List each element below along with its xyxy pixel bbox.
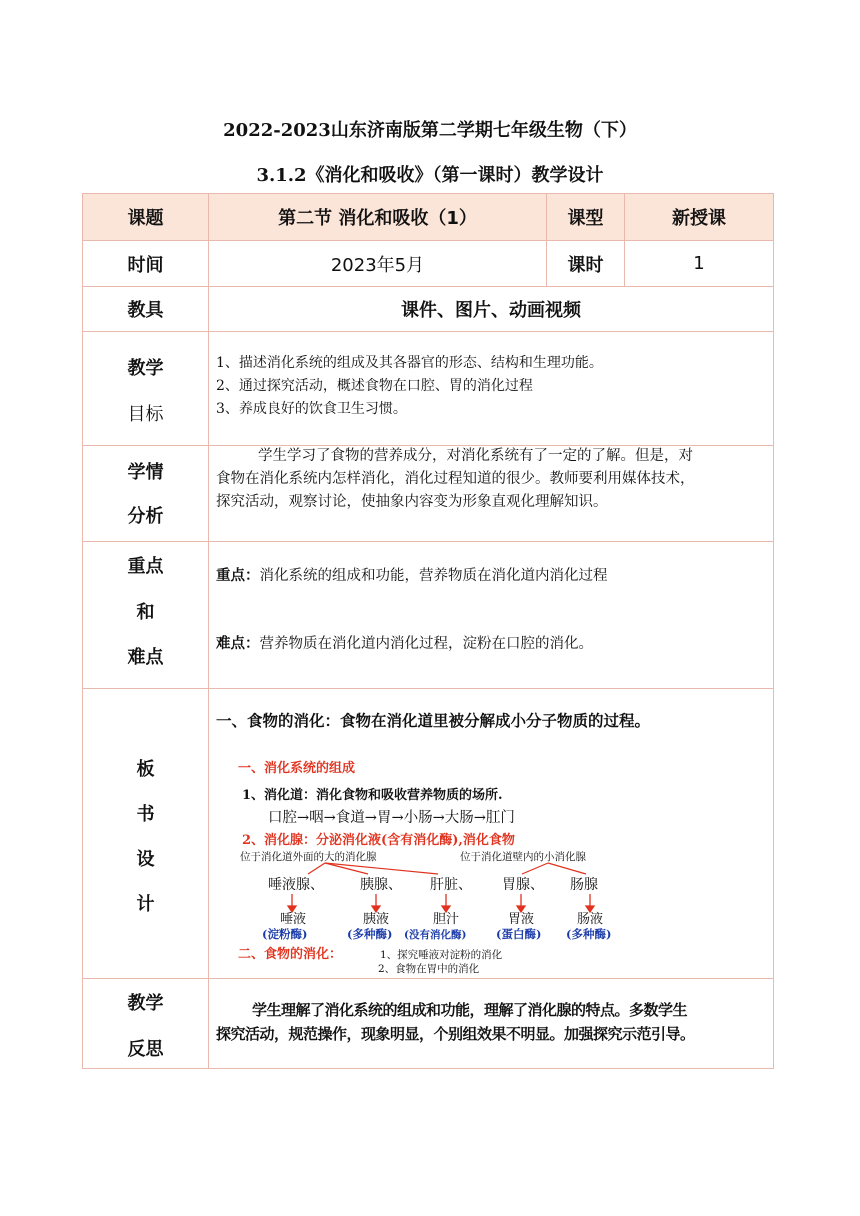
digestion-diagram (230, 752, 640, 974)
keypoints-label-top: 重点 (127, 556, 164, 577)
keypoints-label-mid: 和 (136, 602, 155, 623)
reflection-line: 学生理解了消化系统的组成和功能，理解了消化腺的特点。多数学生 (252, 1001, 688, 1019)
reflection-label (83, 979, 208, 1069)
difficult-point-label: 难点： (216, 635, 260, 652)
topic-value: 第二节 消化和吸收（1） (278, 208, 477, 229)
goals-list (216, 352, 603, 421)
gland-label: 胰腺、 (360, 877, 402, 893)
document-title-line1: 2022-2023山东济南版第二学期七年级生物（下） (223, 120, 637, 141)
gland-label: 肠腺 (570, 877, 598, 893)
period-value: 1 (693, 253, 705, 274)
board-label-char: 计 (136, 894, 155, 915)
gland-label: 胃腺、 (502, 877, 544, 893)
diagram-arrows (288, 894, 594, 912)
goal-item: 1、描述消化系统的组成及其各器官的形态、结构和生理功能。 (216, 355, 603, 371)
difficult-point (216, 632, 593, 656)
diagram-gland-title: 2、消化腺：分泌消化液(含有消化酶),消化食物 (242, 833, 515, 848)
analysis-line: 学生学习了食物的营养成分，对消化系统有了一定的了解。但是，对 (258, 448, 693, 464)
juice-label: 唾液 (280, 912, 307, 927)
analysis-line: 食物在消化系统内怎样消化，消化过程知道的很少。教师要利用媒体技术， (216, 471, 695, 487)
juice-label: 胃液 (508, 912, 535, 927)
enzyme-label: (没有消化酶) (404, 929, 467, 941)
goal-item: 2、通过探究活动，概述食物在口腔、胃的消化过程 (216, 378, 533, 394)
period-label: 课时 (567, 254, 604, 276)
diagram-outer-glands-label: 位于消化道外面的大的消化腺 (240, 851, 377, 863)
enzyme-label: (多种酶) (566, 927, 612, 941)
diagram-inner-glands-label: 位于消化道壁内的小消化腺 (460, 851, 586, 863)
goal-item: 3、养成良好的饮食卫生习惯。 (216, 401, 407, 417)
diagram-tract-title: 1、消化道：消化食物和吸收营养物质的场所. (242, 788, 503, 803)
materials-value: 课件、图片、动画视频 (401, 300, 581, 321)
board-label-char: 书 (136, 804, 155, 825)
analysis-line: 探究活动，观察讨论，使抽象内容变为形象直观化理解知识。 (216, 494, 608, 510)
key-point (216, 564, 608, 588)
board-label (83, 689, 208, 978)
board-label-char: 板 (136, 759, 155, 780)
enzyme-label: (多种酶) (347, 927, 393, 941)
juice-label: 胰液 (363, 912, 390, 927)
difficult-point-text: 营养物质在消化道内消化过程，淀粉在口腔的消化。 (259, 636, 593, 652)
time-value: 2023年5月 (330, 254, 425, 276)
goals-label (83, 332, 208, 445)
juice-label: 肠液 (577, 912, 604, 927)
lesson-type-label: 课型 (567, 208, 604, 229)
document-title-line2: 3.1.2《消化和吸收》（第一课时）教学设计 (256, 165, 604, 186)
goals-label-top: 教学 (127, 358, 164, 379)
topic-label: 课题 (127, 208, 164, 229)
enzyme-label: (蛋白酶) (496, 927, 542, 941)
keypoints-label (83, 542, 208, 688)
diagram-section2-title: 二、食物的消化： (238, 947, 343, 962)
diagram-section1-title: 一、消化系统的组成 (238, 761, 356, 776)
reflection-line: 探究活动，规范操作，现象明显，个别组效果不明显。加强探究示范引导。 (216, 1025, 695, 1043)
materials-label: 教具 (127, 300, 164, 321)
analysis-label (83, 446, 208, 541)
analysis-label-bottom: 分析 (127, 506, 164, 527)
key-point-label: 重点： (216, 567, 260, 584)
board-label-char: 设 (136, 849, 155, 870)
keypoints-label-bottom: 难点 (127, 647, 164, 668)
board-heading: 一、食物的消化：食物在消化道里被分解成小分子物质的过程。 (216, 712, 651, 730)
key-point-text: 消化系统的组成和功能，营养物质在消化道内消化过程 (259, 568, 608, 584)
reflection-text (216, 998, 772, 1046)
reflection-label-bottom: 反思 (127, 1039, 164, 1060)
analysis-label-top: 学情 (127, 462, 164, 483)
goals-label-bottom: 目标 (127, 404, 164, 425)
gland-label: 肝脏、 (430, 877, 472, 893)
enzyme-label: (淀粉酶) (262, 927, 308, 941)
diagram-sub-item: 1、探究唾液对淀粉的消化 (380, 949, 503, 961)
analysis-text (216, 445, 772, 514)
diagram-connectors (308, 863, 586, 874)
time-label: 时间 (127, 254, 164, 276)
diagram-tract-sequence: 口腔→咽→食道→胃→小肠→大肠→肛门 (268, 810, 515, 826)
juice-label: 胆汁 (433, 912, 460, 927)
gland-label: 唾液腺、 (268, 877, 324, 893)
diagram-sub-item: 2、食物在胃中的消化 (378, 963, 480, 974)
reflection-label-top: 教学 (127, 993, 164, 1014)
lesson-type-value: 新授课 (672, 208, 726, 229)
